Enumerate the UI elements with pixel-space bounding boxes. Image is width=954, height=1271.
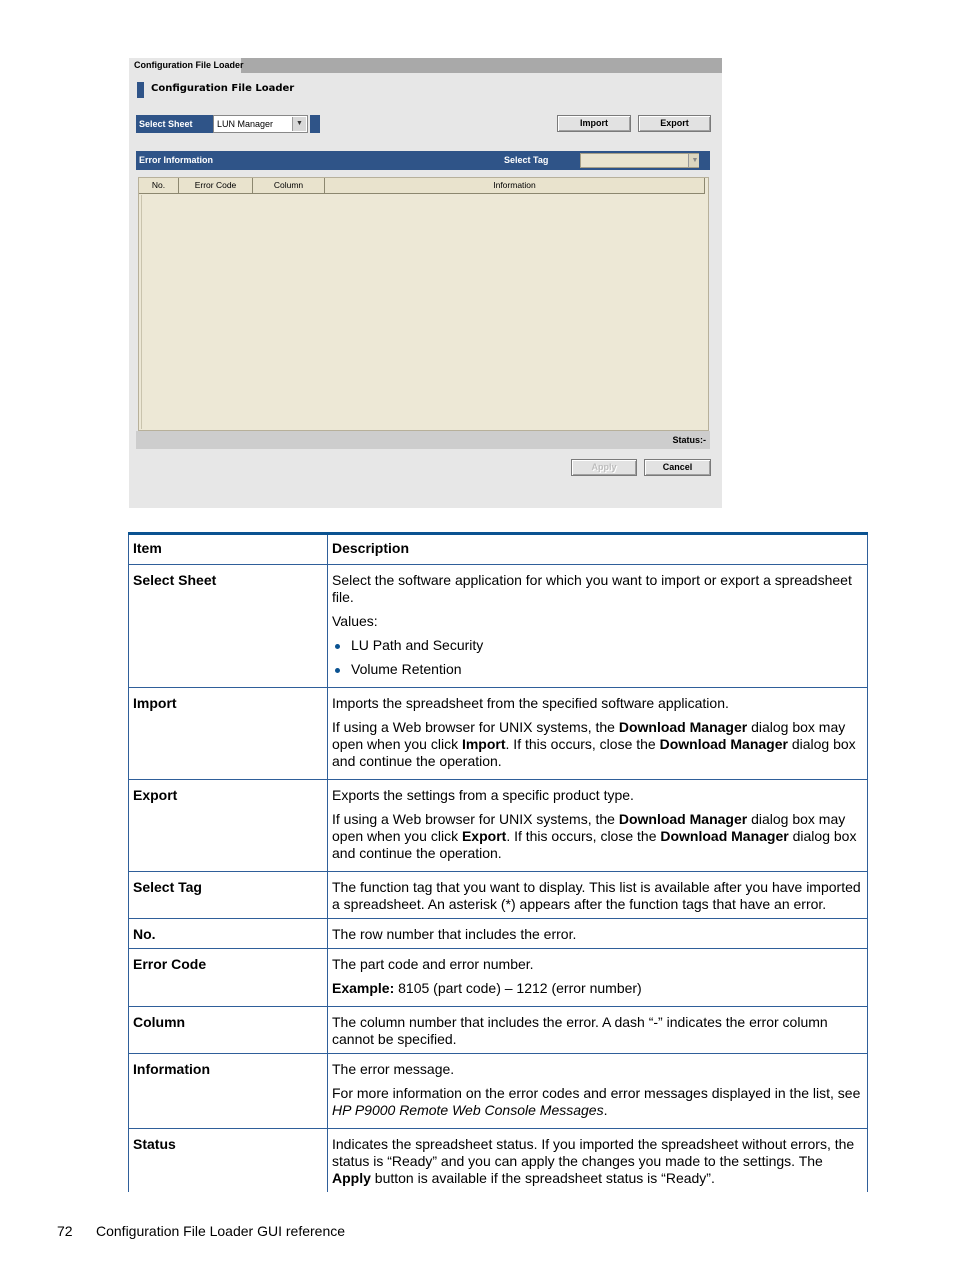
select-sheet-end-cap [310, 115, 320, 133]
ui-term: Import [461, 736, 506, 752]
paragraph [332, 811, 862, 862]
row-item: Select Tag [129, 872, 328, 918]
heading-marker [137, 82, 144, 98]
text: button is available if the spreadsheet status is “Ready”. [370, 1170, 715, 1186]
row-item: Error Code [129, 949, 328, 1006]
tab-configuration-file-loader[interactable]: Configuration File Loader [129, 58, 241, 73]
values-list [332, 637, 862, 678]
select-tag-label: Select Tag [504, 155, 549, 165]
select-sheet-value: LUN Manager [217, 119, 274, 129]
column-header-error-code[interactable]: Error Code [179, 178, 253, 194]
section-title: Configuration File Loader GUI reference [96, 1223, 346, 1239]
table-row [128, 780, 868, 872]
text: If using a Web browser for UNIX systems, the [332, 811, 619, 827]
example-label: Example: [332, 980, 395, 996]
error-information-header [136, 151, 706, 170]
text: dialog box may open when you click [332, 811, 846, 844]
ui-term: Apply [332, 1170, 371, 1186]
row-description [328, 688, 867, 777]
error-list-grid[interactable] [138, 177, 709, 431]
table-row [128, 872, 868, 919]
select-tag-dropdown[interactable] [580, 153, 702, 168]
text: Indicates the spreadsheet status. If you imported the spreadsheet without errors, the status is “Ready” and you can apply the changes you made to the settings. The [332, 1136, 855, 1169]
table-row [128, 565, 868, 688]
list-item: Volume Retention [351, 661, 862, 678]
table-row [128, 1007, 868, 1054]
ui-term: Download Manager [659, 736, 788, 752]
document-reference: HP P9000 Remote Web Console Messages [332, 1102, 604, 1118]
paragraph [332, 980, 862, 997]
text: 8105 (part code) – 1212 (error number) [394, 980, 642, 996]
row-description [328, 949, 867, 1004]
table-row [128, 1054, 868, 1129]
grid-header [139, 178, 705, 194]
config-file-loader-screenshot [129, 58, 722, 508]
paragraph: The row number that includes the error. [332, 926, 577, 942]
status-bar [136, 431, 710, 449]
row-item: No. [129, 919, 328, 948]
error-information-label: Error Information [139, 155, 214, 165]
chevron-down-icon[interactable]: ▼ [292, 117, 306, 131]
error-header-end-cap [699, 151, 710, 170]
list-item: LU Path and Security [351, 637, 862, 654]
paragraph: Exports the settings from a specific product type. [332, 787, 634, 803]
table-row [128, 919, 868, 949]
table-row [128, 949, 868, 1007]
ui-term: Download Manager [618, 811, 748, 827]
row-item: Select Sheet [129, 565, 328, 687]
paragraph: The part code and error number. [332, 956, 534, 972]
paragraph: Select the software application for which you want to import or export a spreadsheet file. [332, 572, 852, 605]
row-item: Status [129, 1129, 328, 1192]
row-description [328, 1007, 867, 1055]
paragraph: The error message. [332, 1061, 455, 1077]
row-description [328, 1129, 867, 1194]
text: . If this occurs, close the [505, 736, 660, 752]
page-number: 72 [57, 1223, 73, 1239]
paragraph: The function tag that you want to display. This list is available after you have imported a spreadsheet. An asterisk (*) appears after the function tags that have an error. [332, 879, 861, 912]
paragraph [332, 719, 862, 770]
paragraph: The column number that includes the error. A dash “-” indicates the error column cannot be specified. [332, 1014, 828, 1047]
ui-term: Export [461, 828, 507, 844]
export-button[interactable]: Export [638, 115, 711, 132]
row-description [328, 565, 867, 685]
row-item: Information [129, 1054, 328, 1128]
grid-edge [141, 195, 142, 429]
ui-term: Download Manager [618, 719, 748, 735]
table-header-row [128, 535, 868, 565]
text: If using a Web browser for UNIX systems, the [332, 719, 619, 735]
row-item: Import [129, 688, 328, 779]
column-header-information[interactable]: Information [325, 178, 705, 194]
paragraph: Imports the spreadsheet from the specified software application. [332, 695, 729, 711]
panel-heading: Configuration File Loader [151, 83, 295, 94]
text: . [603, 1102, 608, 1118]
text: . If this occurs, close the [506, 828, 661, 844]
status-text: Status:- [672, 435, 706, 445]
row-description [328, 780, 867, 869]
text: dialog box and continue the operation. [332, 736, 856, 769]
text: dialog box may open when you click [332, 719, 846, 752]
select-sheet-dropdown[interactable] [213, 115, 308, 133]
select-sheet-label: Select Sheet [136, 115, 213, 133]
paragraph [332, 1085, 862, 1119]
table-row [128, 688, 868, 780]
paragraph: Values: [332, 613, 378, 629]
column-header-column[interactable]: Column [253, 178, 325, 194]
table-row [128, 1129, 868, 1192]
header-description: Description [332, 540, 410, 556]
row-item: Column [129, 1007, 328, 1053]
text: dialog box and continue the operation. [332, 828, 857, 861]
header-item: Item [129, 535, 328, 564]
apply-button[interactable]: Apply [571, 459, 637, 476]
ui-term: Download Manager [660, 828, 789, 844]
text: For more information on the error codes and error messages displayed in the list, see [332, 1085, 861, 1101]
row-description [328, 1054, 867, 1126]
row-item: Export [129, 780, 328, 871]
cancel-button[interactable]: Cancel [644, 459, 711, 476]
paragraph [332, 1136, 862, 1187]
row-description [328, 919, 867, 950]
chevron-down-icon[interactable]: ▼ [688, 154, 701, 167]
row-description [328, 872, 867, 920]
import-button[interactable]: Import [557, 115, 631, 132]
tab-strip [129, 58, 722, 73]
column-header-no[interactable]: No. [139, 178, 179, 194]
